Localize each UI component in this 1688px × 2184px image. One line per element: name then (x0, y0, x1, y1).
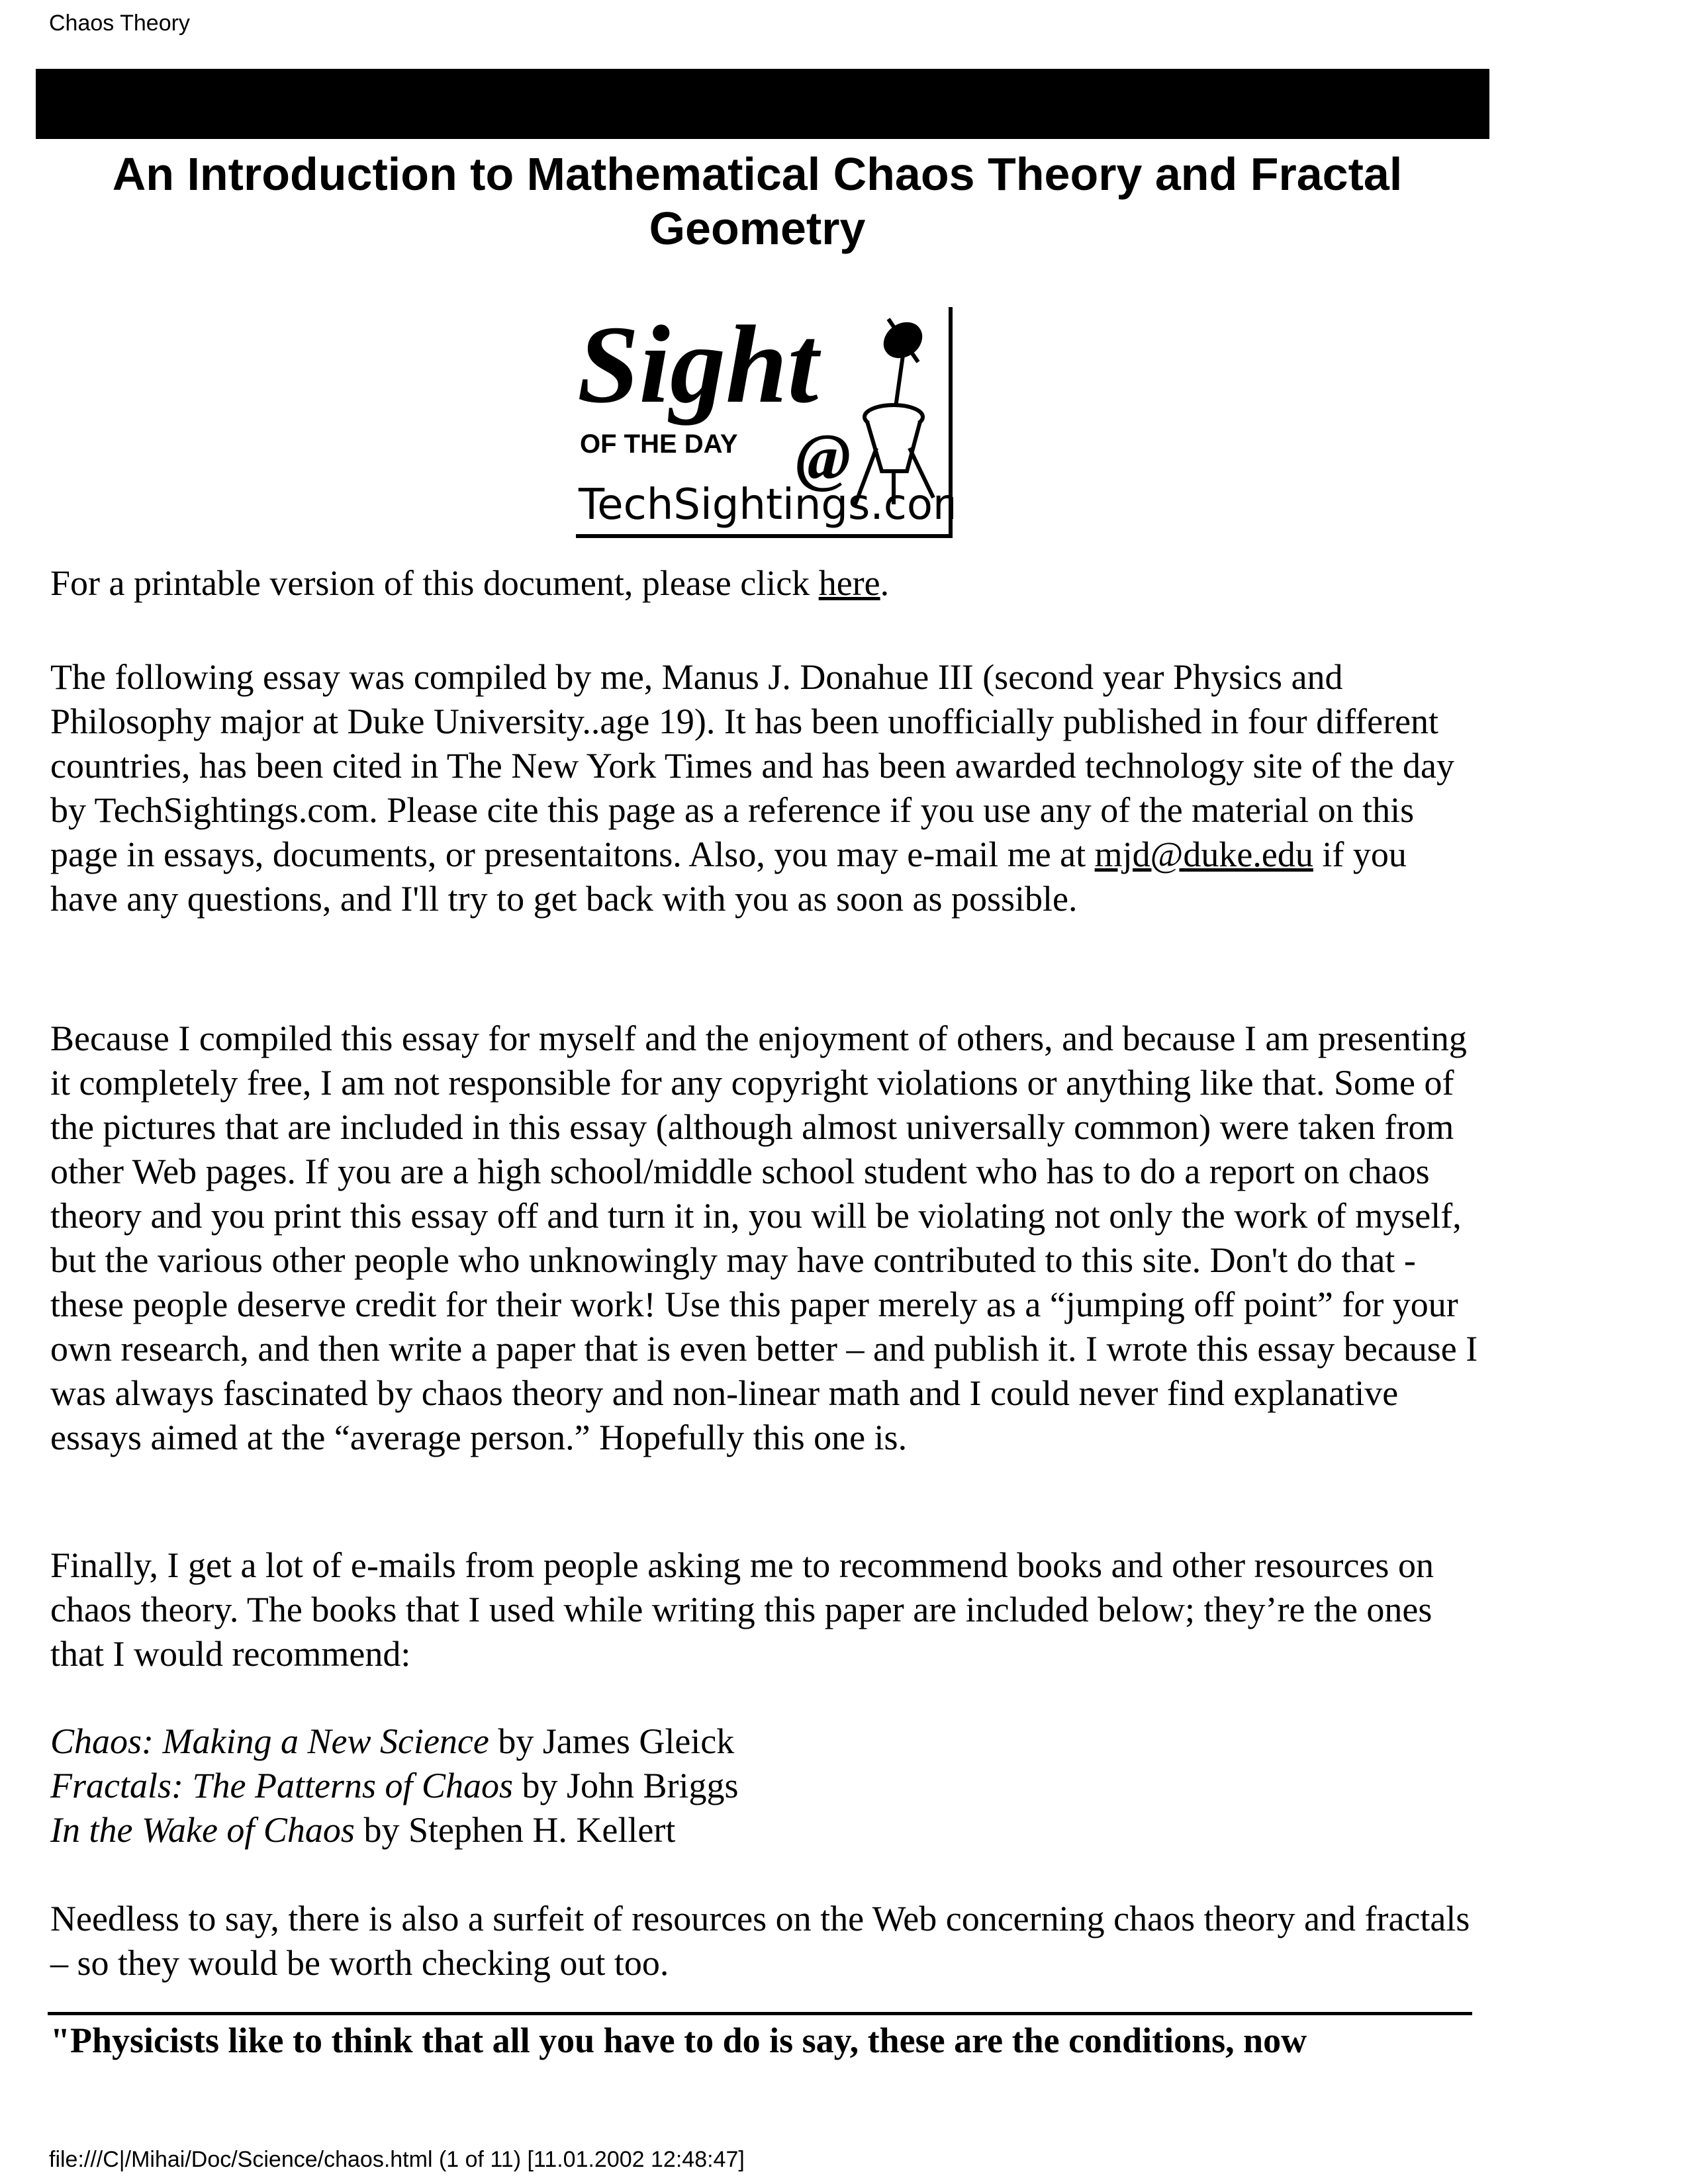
book-item (50, 1719, 1480, 1764)
horizontal-rule (48, 2012, 1472, 2015)
books-intro-paragraph: Finally, I get a lot of e-mails from people asking me to recommend books and other resources on chaos theory. The books that I used while writing this paper are included below; they’re the ones that I would recommend: (50, 1545, 1434, 1674)
intro-text: The following essay was compiled by me, Manus J. Donahue III (second year Physics and Philosophy major at Duke University..age 19). It has been unofficially published in four different countries, has been cited in The New York Times and has been awarded technology site of the day by TechSightings.com. Please cite this page as a reference if you use any of the material on this page in essays, documents, or presentaitons. Also, you may e-mail me at (50, 657, 1455, 874)
book-author: by James Gleick (489, 1721, 735, 1761)
badge-site-name: TechSightings.com (579, 480, 953, 529)
email-link[interactable]: mjd@duke.edu (1094, 835, 1313, 874)
book-item (50, 1808, 1480, 1852)
black-banner (36, 69, 1489, 139)
badge-of-the-day-text: OF THE DAY (580, 430, 738, 459)
quote-heading: "Physicists like to think that all you have to do is say, these are the conditions, now (50, 2021, 1307, 2060)
book-title: In the Wake of Chaos (50, 1810, 355, 1850)
badge-at-symbol: @ (796, 420, 851, 494)
disclaimer-paragraph: Because I compiled this essay for myself and the enjoyment of others, and because I am presenting it completely free, I am not responsible for any copyright violations or anything like that. Some of the pictures that are included in this essay (although almost universally common) were taken from other Web pages. If you are a high school/middle school student who has to do a report on chaos theory and you print this essay off and turn it in, you will be violating not only the work of myself, but the various other people who unknowingly may have contributed to this site. Don't do that - these people deserve credit for their work! Use this paper merely as a “jumping off point” for your own research, and then write a paper that is even better – and publish it. I wrote this essay because I was always fascinated by chaos theory and non-linear math and I could never find explanative essays aimed at the “average person.” Hopefully this one is. (50, 1019, 1478, 1457)
badge-sight-text: Sight (577, 306, 819, 426)
page-title: An Introduction to Mathematical Chaos Theory and Fractal Geometry (112, 148, 1403, 254)
book-title: Chaos: Making a New Science (50, 1721, 489, 1761)
page-footer: file:///C|/Mihai/Doc/Science/chaos.html (1 of 11) [11.01.2002 12:48:47] (49, 2147, 745, 2172)
book-author: by John Briggs (513, 1766, 739, 1805)
satellite-dish-icon (855, 318, 933, 504)
book-list (50, 1719, 1480, 1852)
book-title: Fractals: The Patterns of Chaos (50, 1766, 513, 1805)
printable-version-link[interactable]: here (818, 563, 880, 603)
book-author: by Stephen H. Kellert (354, 1810, 676, 1850)
book-item (50, 1764, 1480, 1808)
printable-text: For a printable version of this document, please click (50, 563, 819, 603)
closing-paragraph: Needless to say, there is also a surfeit of resources on the Web concerning chaos theory and fractals – so they would be worth checking out too. (50, 1899, 1470, 1983)
printable-version-paragraph (50, 561, 1480, 606)
page-header-title: Chaos Theory (49, 11, 190, 36)
printable-period: . (880, 563, 890, 603)
intro-paragraph (50, 655, 1480, 921)
intro-text-end: if you have any questions, and I'll try to get back with you as soon as possible. (50, 835, 1407, 919)
techsightings-badge[interactable] (571, 306, 953, 539)
